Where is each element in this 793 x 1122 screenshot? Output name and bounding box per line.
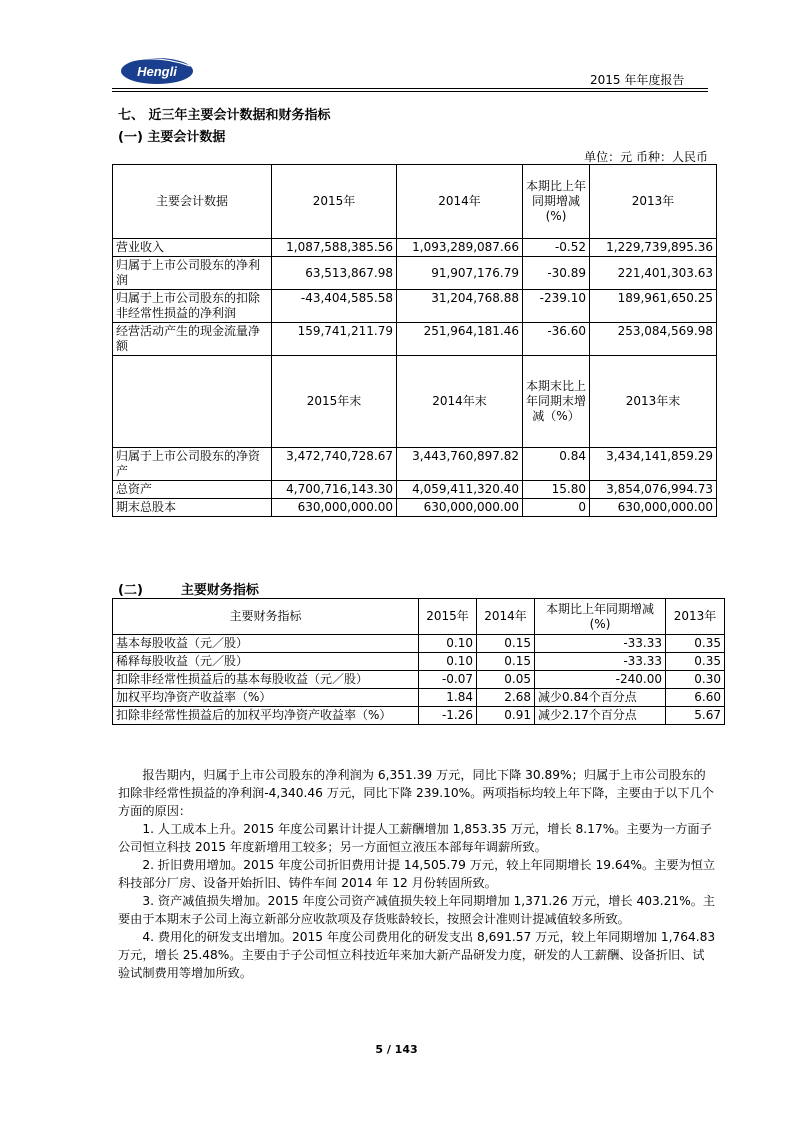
value-cell: 0.91 — [477, 707, 535, 725]
value-cell: -0.52 — [523, 239, 590, 257]
table-header-row — [113, 356, 717, 448]
value-cell: 0.35 — [666, 635, 725, 653]
value-cell: 1,093,289,087.66 — [397, 239, 523, 257]
unit-currency-note: 单位：元 币种：人民币 — [584, 150, 708, 164]
table-row — [113, 689, 725, 707]
logo-text: Hengli — [137, 64, 177, 79]
value-cell: 221,401,303.63 — [590, 257, 717, 290]
value-cell: 251,964,181.46 — [397, 323, 523, 356]
value-cell: -0.07 — [419, 671, 477, 689]
value-cell: -30.89 — [523, 257, 590, 290]
header-divider — [112, 88, 708, 89]
table-row — [113, 707, 725, 725]
value-cell: -36.60 — [523, 323, 590, 356]
table-row — [113, 448, 717, 481]
header-cell: 2015年 — [272, 165, 397, 239]
row-label: 期末总股本 — [113, 499, 272, 517]
row-label: 经营活动产生的现金流量净额 — [113, 323, 272, 356]
table-row — [113, 635, 725, 653]
table-row — [113, 653, 725, 671]
value-cell: 15.80 — [523, 481, 590, 499]
value-cell: 1.84 — [419, 689, 477, 707]
paragraph: 1. 人工成本上升。2015 年度公司累计计提人工薪酬增加 1,853.35 万元，增长 8.17%。主要为一方面子公司恒立科技 2015 年度新增用工较多；另一方面恒立液压本部每年调薪所致。 — [118, 822, 712, 854]
header-divider-secondary — [112, 91, 708, 92]
row-label: 加权平均净资产收益率（%） — [113, 689, 419, 707]
value-cell: 630,000,000.00 — [272, 499, 397, 517]
header-cell: 2013年 — [590, 165, 717, 239]
row-label: 归属于上市公司股东的扣除非经常性损益的净利润 — [113, 290, 272, 323]
page-number: 5 / 143 — [375, 1043, 418, 1056]
header-cell — [113, 356, 272, 448]
value-cell: 0.84 — [523, 448, 590, 481]
value-cell: 6.60 — [666, 689, 725, 707]
table-row — [113, 290, 717, 323]
header-cell: 2015年末 — [272, 356, 397, 448]
value-cell: 1,087,588,385.56 — [272, 239, 397, 257]
value-cell: 3,472,740,728.67 — [272, 448, 397, 481]
header-cell: 本期比上年同期增减(%) — [523, 165, 590, 239]
value-cell: 63,513,867.98 — [272, 257, 397, 290]
value-cell: 31,204,768.88 — [397, 290, 523, 323]
table-row — [113, 481, 717, 499]
value-cell: 0.15 — [477, 635, 535, 653]
value-cell: -239.10 — [523, 290, 590, 323]
value-cell: 253,084,569.98 — [590, 323, 717, 356]
paragraph: 3. 资产减值损失增加。2015 年度公司资产减值损失较上年同期增加 1,371.26 万元，增长 403.21%。主要由于本期末子公司上海立新部分应收款项及存货账龄较长，按照会计准则计提减值较多所致。 — [118, 894, 716, 926]
value-cell: 减少2.17个百分点 — [535, 707, 666, 725]
header-cell: 2014年 — [477, 599, 535, 635]
value-cell: -33.33 — [535, 635, 666, 653]
header-cell: 2014年 — [397, 165, 523, 239]
financial-title-number: (二) — [118, 583, 143, 598]
row-label: 稀释每股收益（元／股） — [113, 653, 419, 671]
header-cell: 主要会计数据 — [113, 165, 272, 239]
value-cell: 0.30 — [666, 671, 725, 689]
value-cell: 3,434,141,859.29 — [590, 448, 717, 481]
value-cell: 0 — [523, 499, 590, 517]
value-cell: 4,700,716,143.30 — [272, 481, 397, 499]
value-cell: 减少0.84个百分点 — [535, 689, 666, 707]
row-label: 营业收入 — [113, 239, 272, 257]
value-cell: 189,961,650.25 — [590, 290, 717, 323]
value-cell: 630,000,000.00 — [397, 499, 523, 517]
value-cell: 0.10 — [419, 653, 477, 671]
report-title: 2015 年年度报告 — [590, 73, 685, 87]
paragraph: 2. 折旧费用增加。2015 年度公司折旧费用计提 14,505.79 万元，较上年同期增长 19.64%。主要为恒立科技部分厂房、设备开始折旧、铸件车间 2014 年 12 月份转固所致。 — [118, 858, 716, 890]
row-label: 基本每股收益（元／股） — [113, 635, 419, 653]
table-row — [113, 257, 717, 290]
row-label: 扣除非经常性损益后的基本每股收益（元／股） — [113, 671, 419, 689]
section-title: 七、 近三年主要会计数据和财务指标 — [118, 108, 331, 123]
hengli-logo — [120, 56, 194, 86]
value-cell: 630,000,000.00 — [590, 499, 717, 517]
financial-indicators-title — [118, 579, 259, 598]
value-cell: 91,907,176.79 — [397, 257, 523, 290]
row-label: 归属于上市公司股东的净利润 — [113, 257, 272, 290]
value-cell: 0.15 — [477, 653, 535, 671]
financial-title-text: 主要财务指标 — [180, 583, 259, 598]
analysis-text — [118, 766, 716, 982]
value-cell: 0.10 — [419, 635, 477, 653]
value-cell: 1,229,739,895.36 — [590, 239, 717, 257]
header-cell: 2014年末 — [397, 356, 523, 448]
value-cell: -43,404,585.58 — [272, 290, 397, 323]
value-cell: 0.35 — [666, 653, 725, 671]
value-cell: -33.33 — [535, 653, 666, 671]
header-cell: 本期末比上年同期末增减（%） — [523, 356, 590, 448]
table-header-row — [113, 165, 717, 239]
value-cell: 159,741,211.79 — [272, 323, 397, 356]
value-cell: -1.26 — [419, 707, 477, 725]
table-row — [113, 499, 717, 517]
table-row — [113, 239, 717, 257]
value-cell: 5.67 — [666, 707, 725, 725]
header-cell: 主要财务指标 — [113, 599, 419, 635]
table-header-row — [113, 599, 725, 635]
table-row — [113, 671, 725, 689]
accounting-data-title: (一) 主要会计数据 — [118, 130, 226, 145]
value-cell: 4,059,411,320.40 — [397, 481, 523, 499]
header-cell: 2013年末 — [590, 356, 717, 448]
paragraph: 4. 费用化的研发支出增加。2015 年度公司费用化的研发支出 8,691.57 万元，较上年同期增加 1,764.83 万元，增长 25.48%。主要由于子公司恒立科技近年来加大新产品研发力度，研发的人工薪酬、设备折旧、试验试制费用等增加所致。 — [118, 930, 716, 980]
value-cell: 3,443,760,897.82 — [397, 448, 523, 481]
financial-indicators-table — [112, 598, 725, 725]
row-label: 归属于上市公司股东的净资产 — [113, 448, 272, 481]
header-cell: 2013年 — [666, 599, 725, 635]
value-cell: 0.05 — [477, 671, 535, 689]
row-label: 扣除非经常性损益后的加权平均净资产收益率（%） — [113, 707, 419, 725]
value-cell: 3,854,076,994.73 — [590, 481, 717, 499]
row-label: 总资产 — [113, 481, 272, 499]
header-cell: 本期比上年同期增减(%) — [535, 599, 666, 635]
value-cell: -240.00 — [535, 671, 666, 689]
accounting-data-table — [112, 164, 717, 517]
table-row — [113, 323, 717, 356]
value-cell: 2.68 — [477, 689, 535, 707]
paragraph: 报告期内，归属于上市公司股东的净利润为 6,351.39 万元，同比下降 30.89%；归属于上市公司股东的扣除非经常性损益的净利润-4,340.46 万元，同比下降 239.10%。两项指标均较上年下降，主要由于以下几个方面的原因： — [118, 768, 714, 818]
header-cell: 2015年 — [419, 599, 477, 635]
